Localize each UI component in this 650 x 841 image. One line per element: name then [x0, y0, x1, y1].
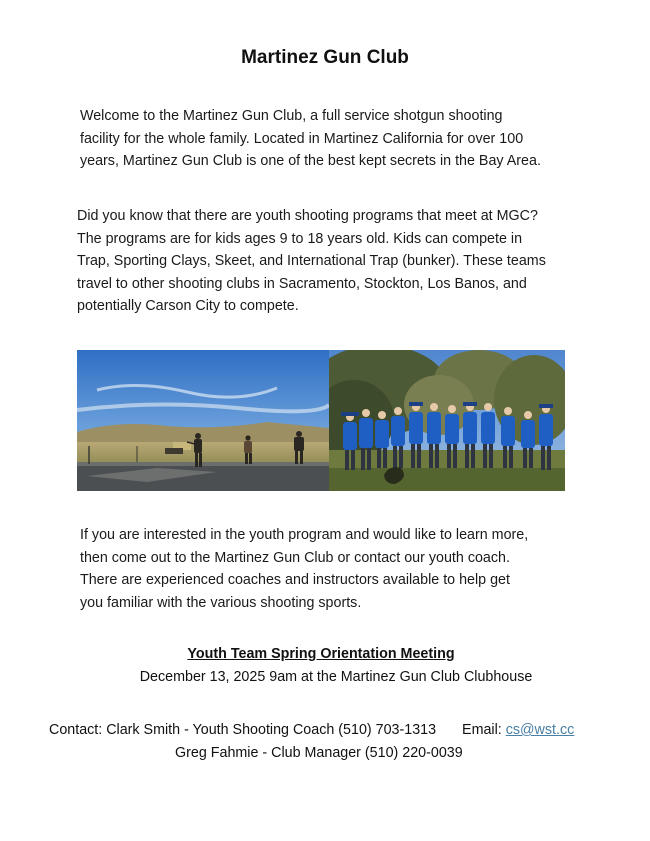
intro-line: Welcome to the Martinez Gun Club, a full service shotgun shooting	[80, 108, 503, 124]
intro-line: years, Martinez Gun Club is one of the best kept secrets in the Bay Area.	[80, 153, 541, 169]
interest-line: you familiar with the various shooting sports.	[80, 594, 362, 611]
youth-team-photo	[329, 350, 565, 491]
meeting-heading	[0, 646, 650, 662]
youth-line: Trap, Sporting Clays, Skeet, and International Trap (bunker). These teams	[77, 253, 546, 269]
youth-programs-paragraph	[77, 205, 546, 318]
shooting-range-photo	[77, 350, 329, 491]
page-title: Martinez Gun Club	[241, 47, 409, 68]
photo-strip	[77, 350, 565, 491]
manager-contact: Greg Fahmie - Club Manager (510) 220-0039	[175, 745, 463, 761]
meeting-detail	[0, 669, 650, 685]
intro-line: facility for the whole family. Located in Martinez California for over 100	[80, 130, 524, 147]
interest-line: then come out to the Martinez Gun Club or contact our youth coach.	[80, 549, 510, 566]
interest-line: There are experienced coaches and instructors available to help get	[80, 572, 510, 588]
email-link[interactable]: cs@wst.cc	[505, 722, 575, 738]
coach-contact: Contact: Clark Smith - Youth Shooting Coach (510) 703-1313	[49, 722, 437, 738]
intro-paragraph	[80, 105, 541, 173]
youth-line: travel to other shooting clubs in Sacramento, Stockton, Los Banos, and	[77, 275, 527, 292]
meeting-detail-text: December 13, 2025 9am at the Martinez Gun Club Clubhouse	[139, 669, 533, 685]
interest-paragraph	[80, 524, 528, 614]
interest-line: If you are interested in the youth program and would like to learn more,	[80, 527, 529, 543]
youth-line: potentially Carson City to compete.	[77, 298, 299, 314]
contact-line	[49, 722, 574, 738]
email-label: Email:	[462, 722, 502, 738]
youth-line: Did you know that there are youth shooting programs that meet at MGC?	[77, 208, 538, 224]
meeting-title-text: Youth Team Spring Orientation Meeting	[187, 646, 455, 662]
youth-line: The programs are for kids ages 9 to 18 years old. Kids can compete in	[77, 230, 523, 247]
